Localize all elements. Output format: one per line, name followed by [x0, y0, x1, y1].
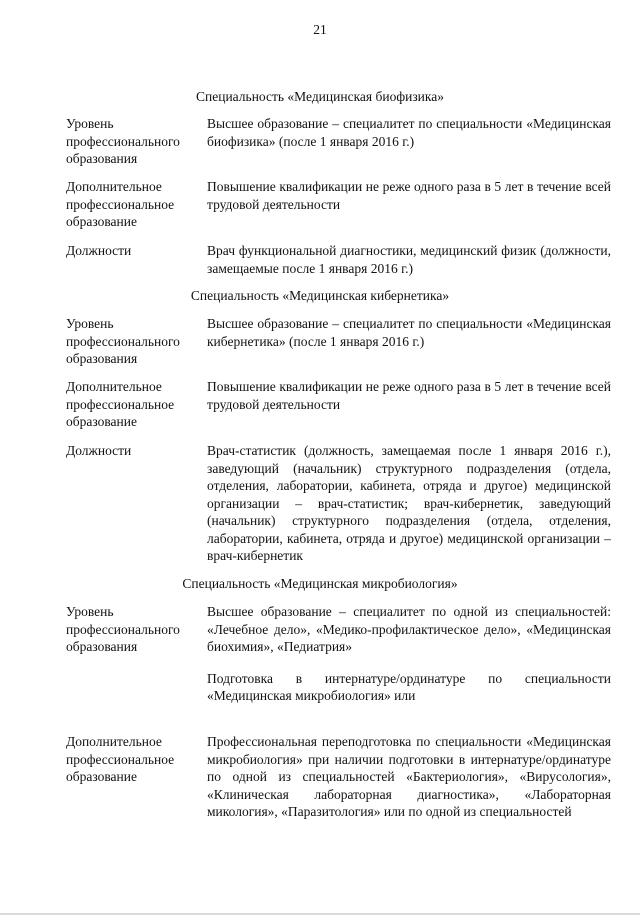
row-label: Уровень профессионального образования — [66, 316, 180, 366]
section-title-cybernetics: Специальность «Медицинская кибернетика» — [190, 288, 450, 303]
row-label: Дополнительное профессиональное образование — [66, 734, 175, 784]
paragraph: Врач-статистик (должность, замещаемая после 1 января 2016 г.), заведующий (начальник) структурного подразделения (отдела, отделения, лаборатории, кабинета, отряда и другое) медицинской организации – врач-статистик; врач-кибернетик, заведующий (начальник) структурного подразделения (отдела, отделения, лаборатории, кабинета, отряда и другое) медицинской организации – врач-кибернетик — [207, 443, 611, 563]
row-value — [207, 378, 611, 413]
row-value — [207, 315, 611, 350]
section-title-biophysics: Специальность «Медицинская биофизика» — [196, 89, 444, 104]
paragraph: Высшее образование – специалитет по одной из специальностей: «Лечебное дело», «Медико-профилактическое дело», «Медицинская биохимия», «Педиатрия» — [207, 604, 611, 654]
row-label: Должности — [66, 443, 132, 458]
row-value — [207, 733, 611, 821]
row-label: Дополнительное профессиональное образование — [66, 179, 175, 229]
row-value — [207, 242, 611, 277]
paragraph: Подготовка в интернатуре/ординатуре по специальности «Медицинская микробиология» или — [207, 670, 611, 703]
page-number: 21 — [313, 22, 327, 37]
section-title-microbiology: Специальность «Медицинская микробиология» — [182, 576, 458, 591]
paragraph: Повышение квалификации не реже одного раза в 5 лет в течение всей трудовой деятельности — [207, 179, 611, 212]
row-label: Должности — [66, 243, 132, 258]
row-value — [207, 442, 611, 565]
row-label: Уровень профессионального образования — [66, 116, 180, 166]
row-label: Уровень профессионального образования — [66, 604, 180, 654]
row-label: Дополнительное профессиональное образование — [66, 379, 175, 429]
paragraph: Повышение квалификации не реже одного раза в 5 лет в течение всей трудовой деятельности — [207, 379, 611, 412]
row-value — [207, 178, 611, 213]
paragraph: Профессиональная переподготовка по специальности «Медицинская микробиология» при наличии подготовки в интернатуре/ординатуре по одной из специальностей «Бактериология», «Вирусология», «Клиническая лабораторная диагностика», «Лабораторная микология», «Паразитология» или по одной из специальностей — [207, 734, 611, 819]
row-value — [207, 603, 611, 705]
row-value — [207, 115, 611, 150]
paragraph: Высшее образование – специалитет по специальности «Медицинская биофизика» (после 1 января 2016 г.) — [207, 116, 611, 149]
paragraph: Высшее образование – специалитет по специальности «Медицинская кибернетика» (после 1 января 2016 г.) — [207, 316, 611, 349]
paragraph: Врач функциональной диагностики, медицинский физик (должности, замещаемые после 1 января 2016 г.) — [207, 243, 611, 276]
